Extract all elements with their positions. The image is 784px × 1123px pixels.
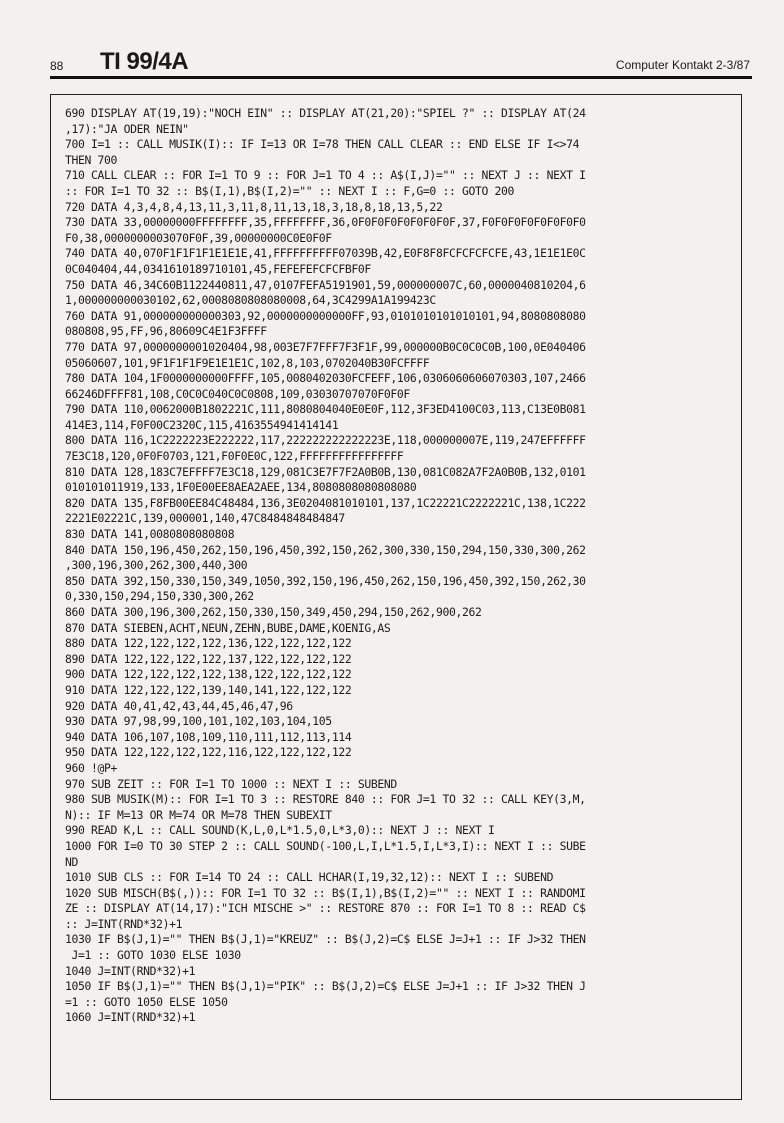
listing-line: 1040 J=INT(RND*32)+1 [65,963,196,978]
listing-line: 1000 FOR I=0 TO 30 STEP 2 :: CALL SOUND(-100,L,I,L*1.5,I,L*3,I):: NEXT I :: SUBE [65,838,586,853]
listing-line: 7E3C18,120,0F0F0703,121,F0F0E0C,122,FFFFFFFFFFFFFFFF [65,449,404,464]
section-title: TI 99/4A [100,48,189,75]
listing-line: F0,38,0000000003070F0F,39,00000000C0E0F0F [65,230,332,245]
listing-line: N):: IF M=13 OR M=74 OR M=78 THEN SUBEXIT [65,807,332,822]
listing-line: 790 DATA 110,0062000B1802221C,111,8080804040E0E0F,112,3F3ED4100C03,113,C13E0B081 [65,402,586,417]
listing-line: ,17):"JA ODER NEIN" [65,121,189,136]
listing-line: 1,000000000030102,62,0008080808080008,64,3C4299A1A199423C [65,293,436,308]
listing-line: 900 DATA 122,122,122,122,138,122,122,122,122 [65,667,352,682]
listing-line: 1050 IF B$(J,1)="" THEN B$(J,1)="PIK" :: B$(J,2)=C$ ELSE J=J+1 :: IF J>32 THEN J [65,979,586,994]
page-header [50,44,750,80]
listing-line: :: FOR I=1 TO 32 :: B$(I,1),B$(I,2)="" :: NEXT I :: F,G=0 :: GOTO 200 [65,183,515,198]
issue-label: Computer Kontakt 2-3/87 [615,58,750,72]
listing-line: ,300,196,300,262,300,440,300 [65,558,248,573]
listing-line: :: J=INT(RND*32)+1 [65,916,183,931]
listing-line: 05060607,101,9F1F1F1F9E1E1E1C,102,8,103,0702040B30FCFFFF [65,355,430,370]
listing-line: 990 READ K,L :: CALL SOUND(K,L,0,L*1.5,0,L*3,0):: NEXT J :: NEXT I [65,823,495,838]
listing-line: 800 DATA 116,1C2222223E222222,117,222222222222223E,118,000000007E,119,247EFFFFFF [65,433,586,448]
listing-line: 970 SUB ZEIT :: FOR I=1 TO 1000 :: NEXT I :: SUBEND [65,776,397,791]
listing-line: 1010 SUB CLS :: FOR I=14 TO 24 :: CALL HCHAR(I,19,32,12):: NEXT I :: SUBEND [65,870,554,885]
page-number: 88 [50,59,64,73]
listing-line: J=1 :: GOTO 1030 ELSE 1030 [65,948,241,963]
listing-line: 810 DATA 128,183C7EFFFF7E3C18,129,081C3E7F7F2A0B0B,130,081C082A7F2A0B0B,132,0101 [65,464,586,479]
listing-line: 690 DISPLAY AT(19,19):"NOCH EIN" :: DISPLAY AT(21,20):"SPIEL ?" :: DISPLAY AT(24 [65,106,586,120]
listing-line: 830 DATA 141,0080808080808 [65,527,235,542]
listing-line: =1 :: GOTO 1050 ELSE 1050 [65,994,228,1009]
listing-line: 880 DATA 122,122,122,122,136,122,122,122,122 [65,636,352,651]
listing-line: 750 DATA 46,34C60B1122440811,47,0107FEFA5191901,59,000000007C,60,0000040810204,6 [65,277,586,292]
listing-line: 930 DATA 97,98,99,100,101,102,103,104,105 [65,714,332,729]
program-listing-box [50,94,742,1100]
listing-line: 1020 SUB MISCH(B$(,)):: FOR I=1 TO 32 :: B$(I,1),B$(I,2)="" :: NEXT I :: RANDOMI [65,885,586,900]
listing-line: 0C040404,44,0341610189710101,45,FEFEFEFCFCFBF0F [65,261,371,276]
listing-line: 1030 IF B$(J,1)="" THEN B$(J,1)="KREUZ" :: B$(J,2)=C$ ELSE J=J+1 :: IF J>32 THEN [65,932,586,947]
program-listing [65,106,586,1026]
listing-line: 730 DATA 33,00000000FFFFFFFF,35,FFFFFFFF,36,0F0F0F0F0F0F0F0F,37,F0F0F0F0F0F0F0F0 [65,215,586,230]
listing-line: 890 DATA 122,122,122,122,137,122,122,122,122 [65,651,352,666]
listing-line: 820 DATA 135,F8FB00EE84C48484,136,3E0204081010101,137,1C22221C2222221C,138,1C222 [65,495,586,510]
listing-line: 66246DFFFF81,108,C0C0C040C0C0808,109,03030707070F0F0F [65,386,410,401]
listing-line: 770 DATA 97,0000000001020404,98,003E7F7FFF7F3F1F,99,000000B0C0C0C0B,100,0E040406 [65,339,586,354]
listing-line: ND [65,854,79,869]
listing-line: 2221E02221C,139,000001,140,47C8484848484847 [65,511,345,526]
listing-line: 860 DATA 300,196,300,262,150,330,150,349,450,294,150,262,900,262 [65,605,482,619]
listing-line: 0,330,150,294,150,330,300,262 [65,589,254,604]
listing-line: 960 !@P+ [65,760,118,775]
listing-line: 710 CALL CLEAR :: FOR I=1 TO 9 :: FOR J=1 TO 4 :: A$(I,J)="" :: NEXT J :: NEXT I [65,168,586,183]
listing-line: 920 DATA 40,41,42,43,44,45,46,47,96 [65,698,293,713]
listing-line: 760 DATA 91,000000000000303,92,0000000000000FF,93,0101010101010101,94,8080808080 [65,308,586,323]
listing-line: 1060 J=INT(RND*32)+1 [65,1010,196,1025]
listing-line: 414E3,114,F0F00C2320C,115,4163554941414141 [65,417,339,432]
listing-line: THEN 700 [65,152,118,167]
listing-line: 080808,95,FF,96,80609C4E1F3FFFF [65,324,267,339]
listing-line: 980 SUB MUSIK(M):: FOR I=1 TO 3 :: RESTORE 840 :: FOR J=1 TO 32 :: CALL KEY(3,M, [65,792,586,807]
listing-line: 740 DATA 40,070F1F1F1F1E1E1E,41,FFFFFFFFFF07039B,42,E0F8F8FCFCFCFCFE,43,1E1E1E0C [65,246,586,261]
listing-line: 700 I=1 :: CALL MUSIK(I):: IF I=13 OR I=78 THEN CALL CLEAR :: END ELSE IF I<>74 [65,137,580,152]
listing-line: 870 DATA SIEBEN,ACHT,NEUN,ZEHN,BUBE,DAME,KOENIG,AS [65,620,391,635]
listing-line: 720 DATA 4,3,4,8,4,13,11,3,11,8,11,13,18,3,18,8,18,13,5,22 [65,199,443,214]
listing-line: 910 DATA 122,122,122,139,140,141,122,122,122 [65,682,352,697]
listing-line: 850 DATA 392,150,330,150,349,1050,392,150,196,450,262,150,196,450,392,150,262,30 [65,573,586,588]
listing-line: 780 DATA 104,1F0000000000FFFF,105,0080402030FCFEFF,106,0306060606070303,107,2466 [65,371,586,386]
listing-line: 010101011919,133,1F0E00EE8AEA2AEE,134,8080808080808080 [65,480,417,495]
listing-line: 840 DATA 150,196,450,262,150,196,450,392,150,262,300,330,150,294,150,330,300,262 [65,542,586,557]
listing-line: 950 DATA 122,122,122,122,116,122,122,122,122 [65,745,352,760]
listing-line: ZE :: DISPLAY AT(14,17):"ICH MISCHE >" :: RESTORE 870 :: FOR I=1 TO 8 :: READ C$ [65,901,586,916]
header-rule [50,76,752,79]
listing-line: 940 DATA 106,107,108,109,110,111,112,113,114 [65,729,352,744]
